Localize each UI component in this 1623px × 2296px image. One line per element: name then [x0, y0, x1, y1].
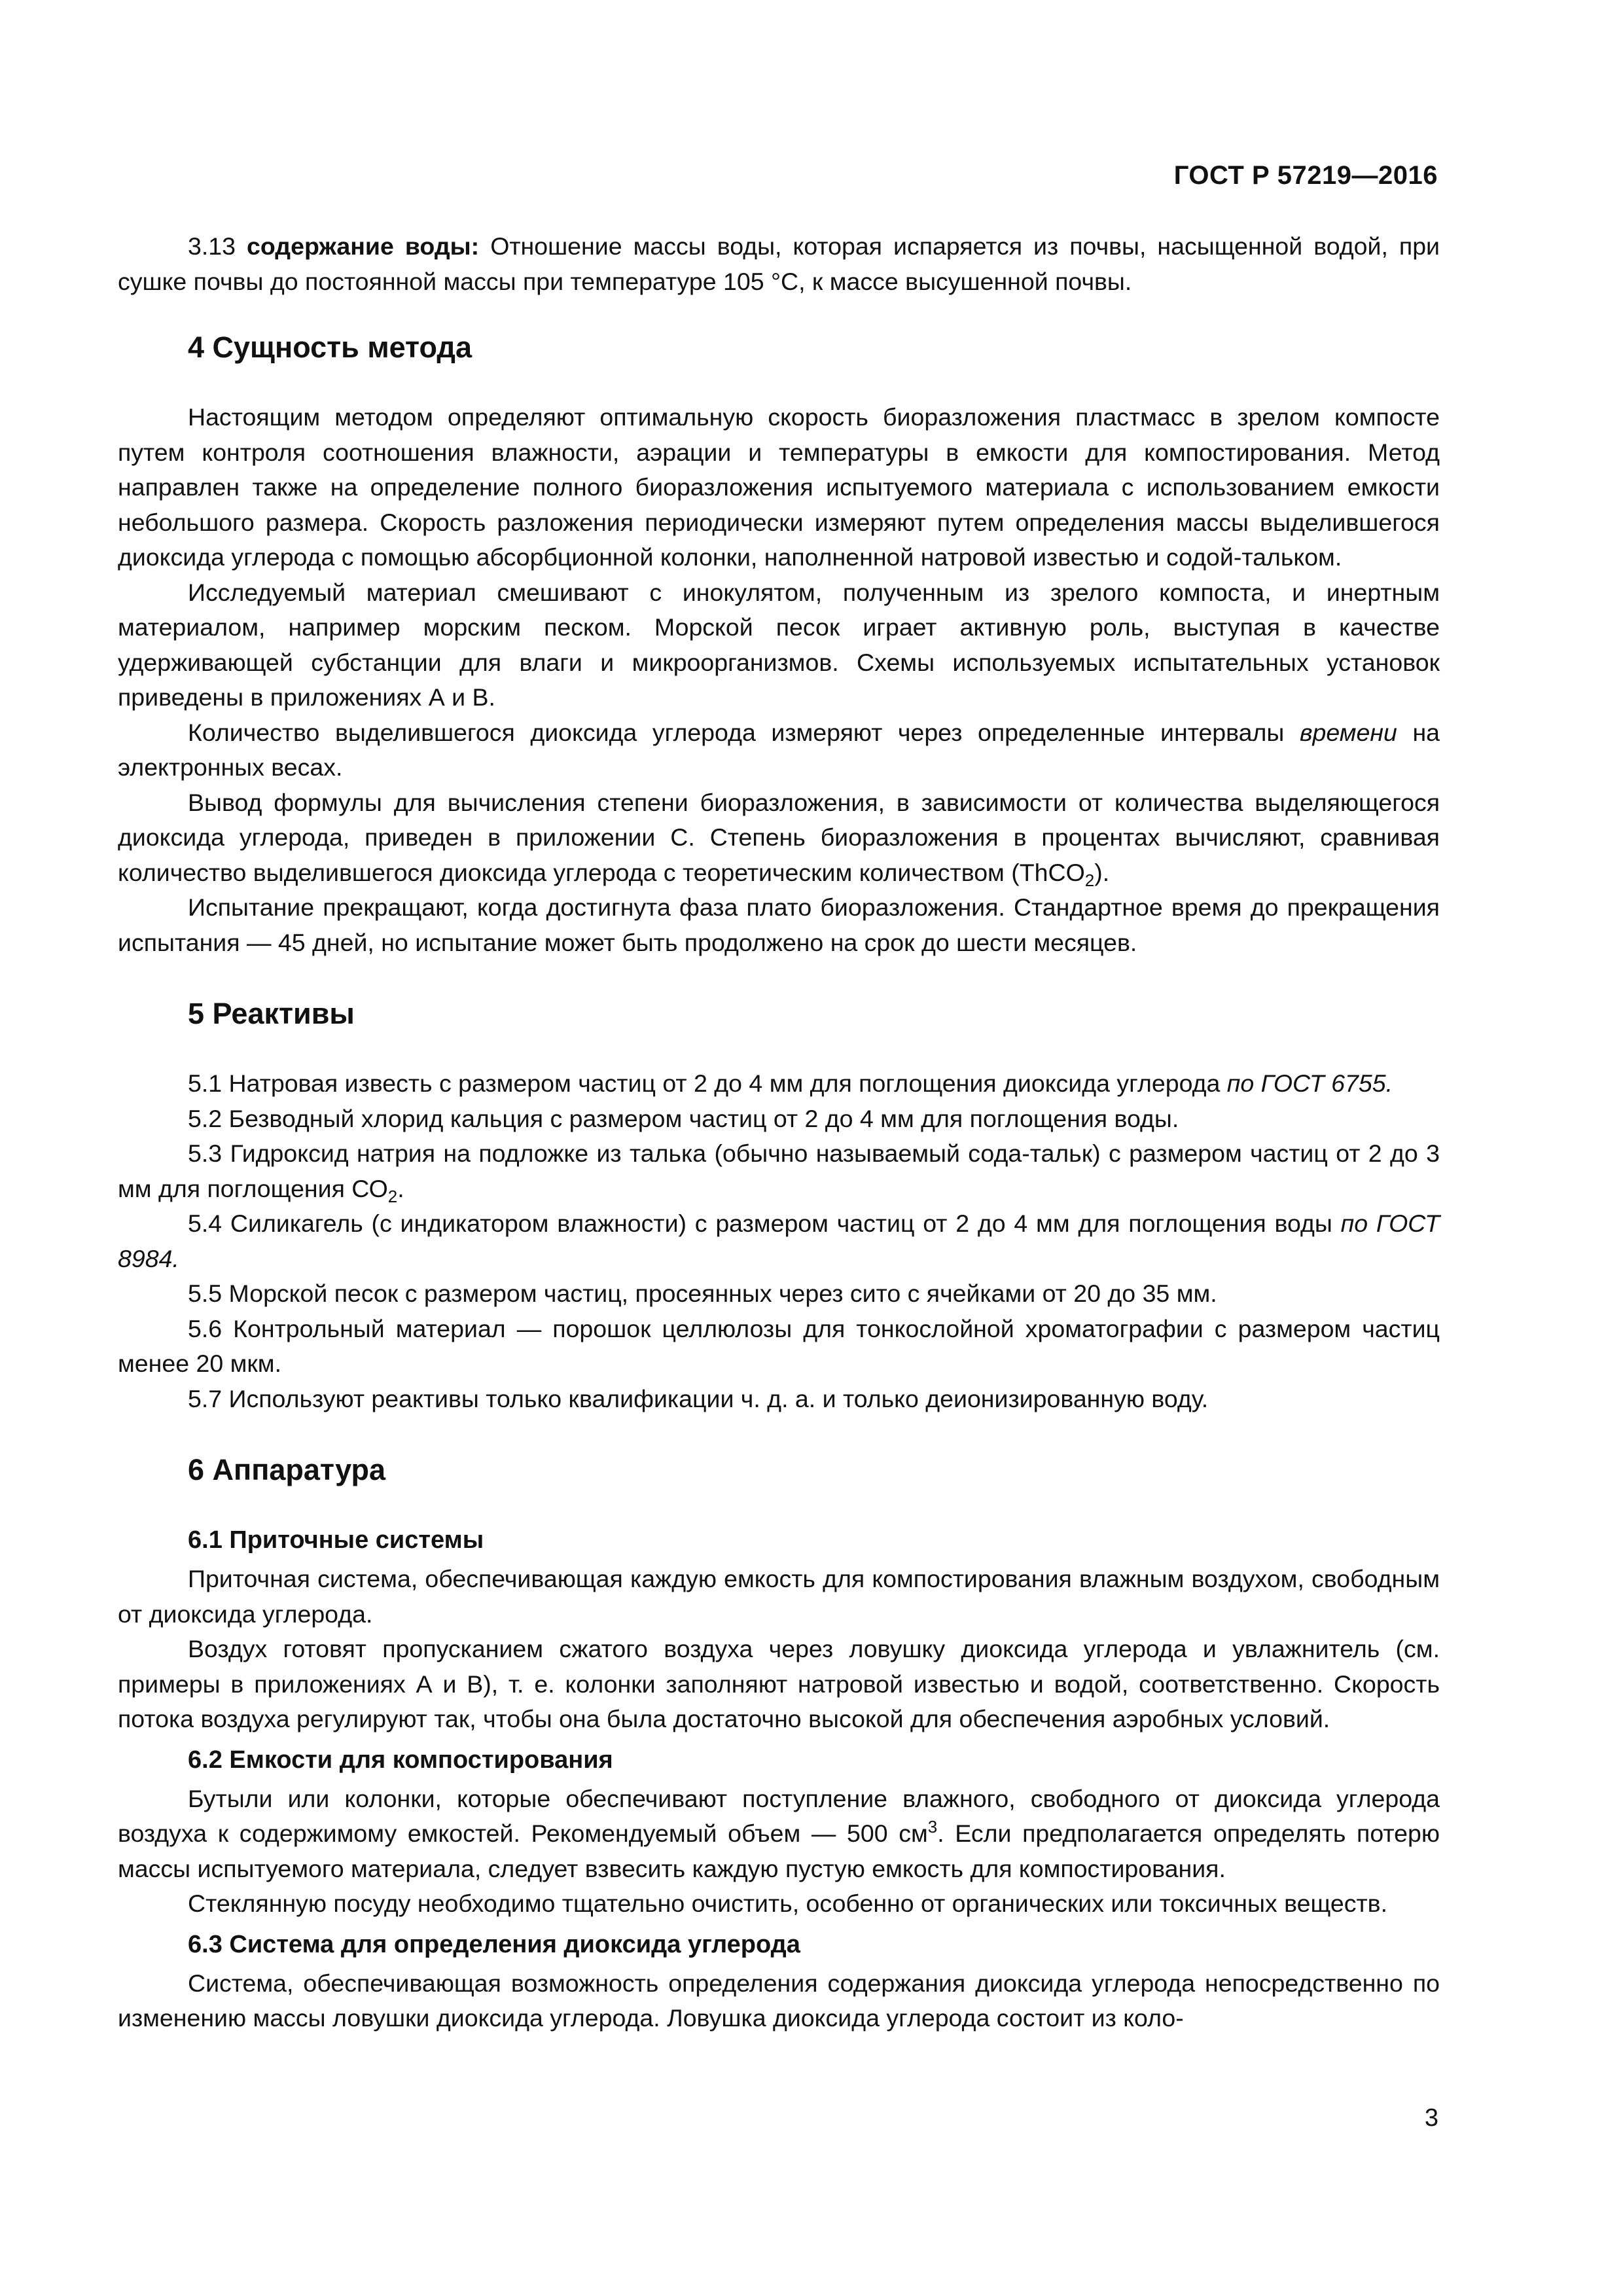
subsection-6-1-paragraph-1: Приточная система, обеспечивающая каждую емкость для компостирования влажным воздухом, свободным от диоксида углерода.	[118, 1565, 1440, 1628]
section-4-paragraph-2: Исследуемый материал смешивают с инокулятом, полученным из зрелого компоста, и инертным материалом, например морским песком. Морской песок играет активную роль, выступая в качестве удерживающей субстанции для влаги и микроорганизмов. Схемы используемых испытательных установок приведены в приложениях А и В.	[118, 578, 1440, 711]
paragraph-text: Бутыли или колонки, которые обеспечивают поступление влажного, свободного от диоксида углерода воздуха к содержимому емкостей. Рекомендуемый объем — 500 см	[118, 1784, 1440, 1847]
standard-reference: по ГОСТ 8984.	[118, 1210, 1440, 1272]
superscript: 3	[927, 1817, 938, 1837]
section-4-paragraph-3	[118, 715, 1440, 785]
paragraph-text-end: . Если предполагается определять потерю массы испытуемого материала, следует взвесить каждую пустую емкость для компостирования.	[118, 1820, 1440, 1882]
item-5-1	[118, 1066, 1440, 1102]
paragraph-text-end: на электронных весах.	[118, 718, 1440, 781]
subsection-6-3-paragraph-1: Система, обеспечивающая возможность определения содержания диоксида углерода непосредственно по изменению массы ловушки диоксида углерода. Ловушка диоксида углерода состоит из коло-	[118, 1969, 1440, 2032]
subsection-6-1-paragraph-2: Воздух готовят пропусканием сжатого воздуха через ловушку диоксида углерода и увлажнитель (см. примеры в приложениях А и В), т. е. колонки заполняют натровой известью и водой, соответственно. Скорость потока воздуха регулируют так, чтобы она была достаточно высокой для обеспечения аэробных условий.	[118, 1635, 1440, 1732]
subsection-6-2-title: 6.2 Емкости для компостирования	[188, 1746, 613, 1774]
subsection-6-2-paragraph-1	[118, 1782, 1440, 1887]
term-definition: Отношение массы воды, которая испаряется из почвы, насыщенной водой, при сушке почвы до постоянной массы при температуре 105 °С, к массе высушенной почвы.	[118, 232, 1440, 295]
document-code-header: ГОСТ Р 57219—2016	[1173, 161, 1438, 190]
item-5-4	[118, 1206, 1440, 1276]
item-text: 5.1 Натровая известь с размером частиц от 2 до 4 мм для поглощения диоксида углерода	[188, 1069, 1221, 1097]
paragraph-text: Вывод формулы для вычисления степени биоразложения, в зависимости от количества выделяющегося диоксида углерода, приведен в приложении С. Степень биоразложения в процентах вычисляют, сравнивая количество выделившегося диоксида углерода с теоретическим количеством (ThCO	[118, 788, 1440, 886]
item-5-3	[118, 1136, 1440, 1206]
subsection-6-1-title: 6.1 Приточные системы	[188, 1526, 484, 1554]
subscript: 2	[387, 1186, 398, 1206]
subscript: 2	[1084, 870, 1095, 890]
item-text: 5.4 Силикагель (с индикатором влажности) с размером частиц от 2 до 4 мм для поглощения воды	[188, 1210, 1332, 1237]
item-5-2: 5.2 Безводный хлорид кальция с размером частиц от 2 до 4 мм для поглощения воды.	[188, 1104, 1179, 1132]
term-number: 3.13	[188, 232, 236, 260]
section-4-paragraph-1: Настоящим методом определяют оптимальную скорость биоразложения пластмасс в зрелом компосте путем контроля соотношения влажности, аэрации и температуры в емкости для компостирования. Метод направлен также на определение полного биоразложения испытуемого материала с использованием емкости небольшого размера. Скорость разложения периодически измеряют путем определения массы выделившегося диоксида углерода с помощью абсорбционной колонки, наполненной натровой известью и содой-тальком.	[118, 403, 1440, 571]
section-4-paragraph-4	[118, 785, 1440, 891]
term-name: содержание воды:	[247, 232, 480, 260]
item-5-7: 5.7 Используют реактивы только квалификации ч. д. а. и только деионизированную воду.	[188, 1384, 1209, 1412]
item-text: 5.3 Гидроксид натрия на подложке из талька (обычно называемый сода-тальк) с размером частиц от 2 до 3 мм для поглощения СО	[118, 1139, 1440, 1202]
subsection-6-3-title: 6.3 Система для определения диоксида углерода	[188, 1930, 800, 1958]
standard-reference: по ГОСТ 6755.	[1226, 1069, 1393, 1097]
section-4-paragraph-5: Испытание прекращают, когда достигнута фаза плато биоразложения. Стандартное время до прекращения испытания — 45 дней, но испытание может быть продолжено на срок до шести месяцев.	[118, 893, 1440, 956]
paragraph-text: Количество выделившегося диоксида углерода измеряют через определенные интервалы	[188, 718, 1285, 746]
item-text-end: .	[397, 1174, 404, 1202]
section-6-title: 6 Аппаратура	[188, 1453, 386, 1486]
page-number: 3	[1424, 2104, 1438, 2132]
section-5-title: 5 Реактивы	[188, 997, 355, 1030]
subsection-6-2-paragraph-2: Стеклянную посуду необходимо тщательно очистить, особенно от органических или токсичных веществ.	[188, 1890, 1388, 1917]
item-5-6: 5.6 Контрольный материал — порошок целлюлозы для тонкослойной хроматографии с размером частиц менее 20 мкм.	[118, 1314, 1440, 1377]
term-3-13	[118, 229, 1440, 299]
item-5-5: 5.5 Морской песок с размером частиц, просеянных через сито с ячейками от 20 до 35 мм.	[188, 1280, 1217, 1307]
italic-word: времени	[1299, 718, 1397, 746]
section-4-title: 4 Сущность метода	[188, 331, 472, 364]
paragraph-text-end: ).	[1094, 858, 1110, 886]
document-body	[118, 229, 1440, 2036]
